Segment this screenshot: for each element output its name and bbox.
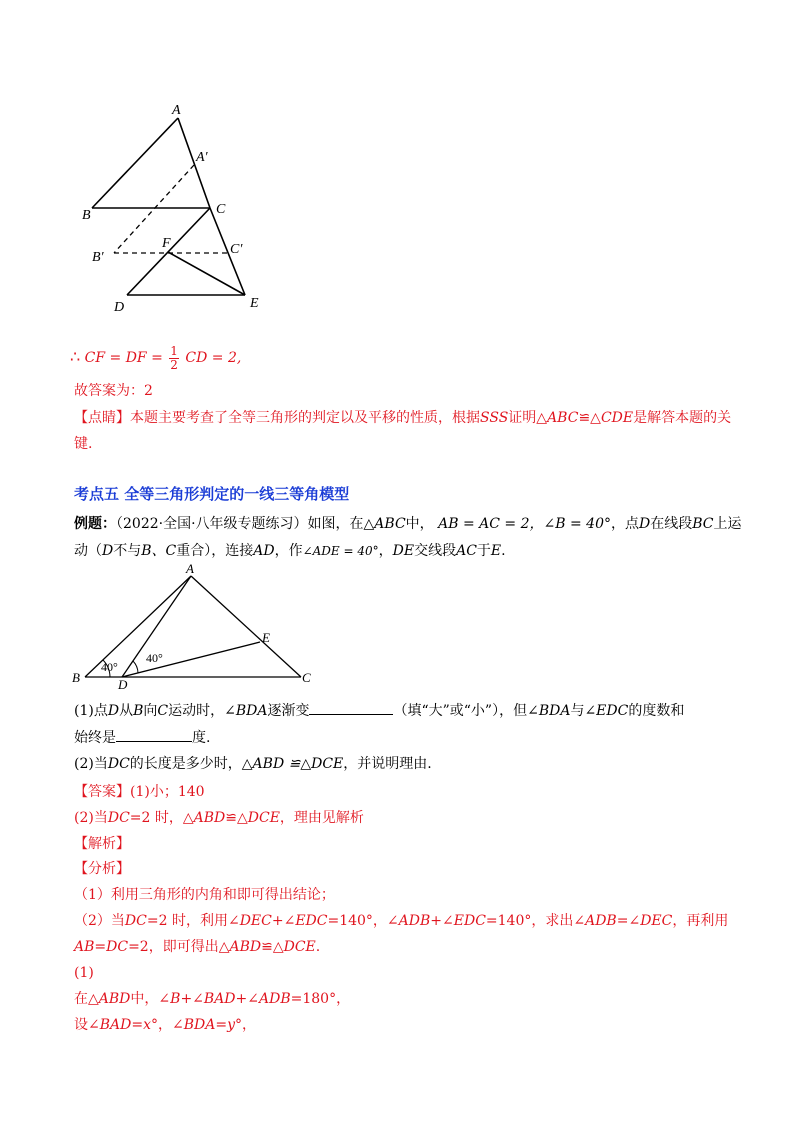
analysis-var: ADB xyxy=(398,913,431,929)
q1-text: 逐渐变 xyxy=(267,703,310,719)
comment-text-1: 本题主要考查了全等三角形的判定以及平移的性质，根据 xyxy=(130,410,480,426)
fenxi-tag: 【分析】 xyxy=(74,861,130,877)
solution-var: ADB xyxy=(259,991,291,1007)
solution-line-1 xyxy=(74,989,350,1009)
solution-text: °，∠ xyxy=(151,1017,184,1033)
example-mid3: 在线段 xyxy=(650,516,693,532)
segment-AB xyxy=(92,118,178,208)
solution-text: 在△ xyxy=(74,991,99,1007)
q1-angle: ∠BDA xyxy=(527,703,571,719)
therefore-symbol: ∴ xyxy=(70,347,81,366)
solution-text: °， xyxy=(235,1017,257,1033)
analysis-text: . xyxy=(315,939,321,955)
analysis-var: EDC xyxy=(295,913,328,929)
example-text: ， xyxy=(378,543,393,559)
answer-var: DCE xyxy=(247,810,280,826)
q1-text: （填“大”或“小”），但 xyxy=(393,703,528,719)
triangle-figure xyxy=(68,562,328,692)
q1-text: 度. xyxy=(192,730,211,746)
example-bc: BC xyxy=(692,516,714,532)
solution-number: (1) xyxy=(74,965,94,981)
angle-label-B: 40° xyxy=(101,660,118,674)
example-var: AC xyxy=(456,543,477,559)
analysis-text: ≌△ xyxy=(261,939,284,955)
q1-text: 向 xyxy=(143,703,158,719)
q2-text: 的长度是多少时， xyxy=(129,756,242,772)
label-D: D xyxy=(118,677,128,692)
example-text: 于 xyxy=(476,543,491,559)
answer-text: =2 时，△ xyxy=(129,810,194,826)
example-tri: △ABC xyxy=(363,516,406,532)
comment-text-2: 证明△ xyxy=(508,410,548,426)
angle-arc-D xyxy=(133,661,138,673)
comment-line-2: 键. xyxy=(74,436,93,452)
q1-text: 始终是 xyxy=(74,730,116,746)
answer-text: (1)小；140 xyxy=(130,784,205,800)
example-var: AD xyxy=(253,543,275,559)
analysis-var: ABD xyxy=(229,939,262,955)
q1-text: 从 xyxy=(119,703,134,719)
example-mid2: ，点 xyxy=(610,516,639,532)
solution-text: +∠ xyxy=(180,991,204,1007)
section-title: 考点五 全等三角形判定的一线三等角模型 xyxy=(74,485,350,503)
analysis-var: DC xyxy=(124,913,147,929)
q2-var: DC xyxy=(107,756,130,772)
label-A-prime: A′ xyxy=(196,150,208,165)
label-E: E xyxy=(262,630,270,645)
example-text: ，作 xyxy=(274,543,303,559)
solution-var: x xyxy=(143,1017,151,1033)
example-cond1: AB = AC = 2，∠B = 40° xyxy=(438,516,611,532)
analysis-var: DEC xyxy=(239,913,272,929)
translation-figure xyxy=(70,95,280,325)
label-C: C xyxy=(216,202,226,217)
label-A: A xyxy=(172,103,181,118)
analysis-text: =140°，求出∠ xyxy=(485,913,586,929)
therefore-rhs: CD = 2, xyxy=(185,350,242,366)
example-mid4: 上运 xyxy=(713,516,742,532)
q1-text: 与 xyxy=(570,703,585,719)
example-var: E xyxy=(490,543,502,559)
example-var: D xyxy=(102,543,114,559)
q1-var: C xyxy=(157,703,169,719)
solution-var: BDA xyxy=(183,1017,216,1033)
q1-angle: ∠EDC xyxy=(584,703,629,719)
fraction-one-half xyxy=(169,345,179,372)
label-A: A xyxy=(186,562,194,576)
solution-var: B xyxy=(170,991,181,1007)
comment-tri2: CDE xyxy=(600,410,634,426)
analysis-text: +∠ xyxy=(271,913,296,929)
segment-FE xyxy=(168,252,245,295)
solution-text: +∠ xyxy=(235,991,259,1007)
answer-text: ≌△ xyxy=(225,810,248,826)
example-var: B、C xyxy=(141,543,177,559)
analysis-tag: 【解析】 xyxy=(74,836,130,852)
analysis-var: DC xyxy=(106,939,129,955)
example-text: 交线段 xyxy=(414,543,457,559)
example-mid1: 中， xyxy=(405,516,434,532)
answer-tag: 【答案】 xyxy=(74,784,130,800)
answer-part-2 xyxy=(74,808,364,828)
answer-text: (2)当 xyxy=(74,810,108,826)
answer-text: ，理由见解析 xyxy=(279,810,364,826)
analysis-text: =2，即可得出△ xyxy=(128,939,230,955)
comment-tri1: ABC xyxy=(547,410,579,426)
question-1-line-1 xyxy=(74,700,684,721)
analysis-text: （2）当 xyxy=(74,913,125,929)
example-source: （2022·全国·八年级专题练习）如图，在 xyxy=(116,516,364,532)
answer-part-1 xyxy=(74,782,205,802)
q1-var: B xyxy=(133,703,144,719)
analysis-text: =∠ xyxy=(616,913,641,929)
solution-line-2 xyxy=(74,1015,256,1035)
angle-label-D: 40° xyxy=(146,651,163,665)
analysis-line-2 xyxy=(74,911,728,931)
label-C: C xyxy=(302,670,311,685)
label-D: D xyxy=(114,300,125,315)
example-angle: ∠ADE = 40° xyxy=(302,544,379,558)
solution-text: 中，∠ xyxy=(130,991,171,1007)
analysis-var: DEC xyxy=(640,913,673,929)
example-var: DE xyxy=(392,543,415,559)
q1-var: D xyxy=(107,703,120,719)
solution-text: =180°， xyxy=(290,991,351,1007)
comment-tag: 【点睛】 xyxy=(74,410,130,426)
q2-text: (2)当 xyxy=(74,756,108,772)
blank-answer-1[interactable] xyxy=(309,700,393,715)
solution-var: ABD xyxy=(98,991,131,1007)
comment-sss: SSS xyxy=(480,410,509,426)
analysis-text: =140°，∠ xyxy=(327,913,399,929)
example-d: D xyxy=(638,516,651,532)
answer-line: 故答案为：2 xyxy=(74,383,153,399)
q1-angle: ∠BDA xyxy=(224,703,268,719)
example-label: 例题： xyxy=(74,516,116,532)
example-text: 动（ xyxy=(74,543,102,559)
analysis-var: ADB xyxy=(585,913,617,929)
q1-text: 的度数和 xyxy=(628,703,685,719)
analysis-text: ，再利用 xyxy=(672,913,729,929)
solution-text: 设∠ xyxy=(74,1017,100,1033)
q1-text: (1)点 xyxy=(74,703,108,719)
solution-var: BAD xyxy=(203,991,236,1007)
comment-text-3: 是解答本题的关 xyxy=(633,410,732,426)
analysis-var: AB xyxy=(74,939,95,955)
answer-var: DC xyxy=(107,810,130,826)
label-E: E xyxy=(250,296,259,311)
segment-AC xyxy=(191,576,301,677)
comment-line-1 xyxy=(74,408,731,428)
analysis-var: EDC xyxy=(453,913,486,929)
solution-var: BAD xyxy=(99,1017,132,1033)
therefore-lhs: CF = DF = xyxy=(84,350,163,366)
example-line-1 xyxy=(74,514,741,534)
dashed-A-prime-B-prime xyxy=(114,165,194,253)
solution-text: = xyxy=(215,1017,228,1033)
solution-var: y xyxy=(227,1017,236,1033)
fraction-numerator: 1 xyxy=(170,343,178,358)
answer-var: ABD xyxy=(193,810,226,826)
example-text: . xyxy=(501,543,506,559)
blank-answer-2[interactable] xyxy=(116,727,192,742)
q2-text: ，并说明理由. xyxy=(343,756,432,772)
comment-cong: ≌△ xyxy=(578,410,601,426)
label-B-prime: B′ xyxy=(92,250,104,265)
question-1-line-2 xyxy=(74,727,210,748)
example-line-2 xyxy=(74,541,506,561)
label-B: B xyxy=(72,670,80,685)
analysis-line-3 xyxy=(74,937,320,957)
analysis-text: +∠ xyxy=(430,913,454,929)
therefore-line xyxy=(70,342,241,372)
example-text: 不与 xyxy=(113,543,142,559)
label-F: F xyxy=(162,236,171,251)
label-C-prime: C′ xyxy=(230,242,243,257)
solution-text: = xyxy=(131,1017,144,1033)
q2-congruence: △ABD ≌△DCE xyxy=(241,756,344,772)
fraction-denominator: 2 xyxy=(170,357,178,372)
analysis-text: = xyxy=(94,939,107,955)
analysis-line-1: （1）利用三角形的内角和即可得出结论； xyxy=(74,887,335,903)
analysis-text: =2 时，利用∠ xyxy=(146,913,240,929)
question-2 xyxy=(74,754,432,774)
q1-text: 运动时， xyxy=(168,703,225,719)
example-text: 重合），连接 xyxy=(176,543,254,559)
analysis-var: DCE xyxy=(283,939,316,955)
label-B: B xyxy=(82,208,91,223)
